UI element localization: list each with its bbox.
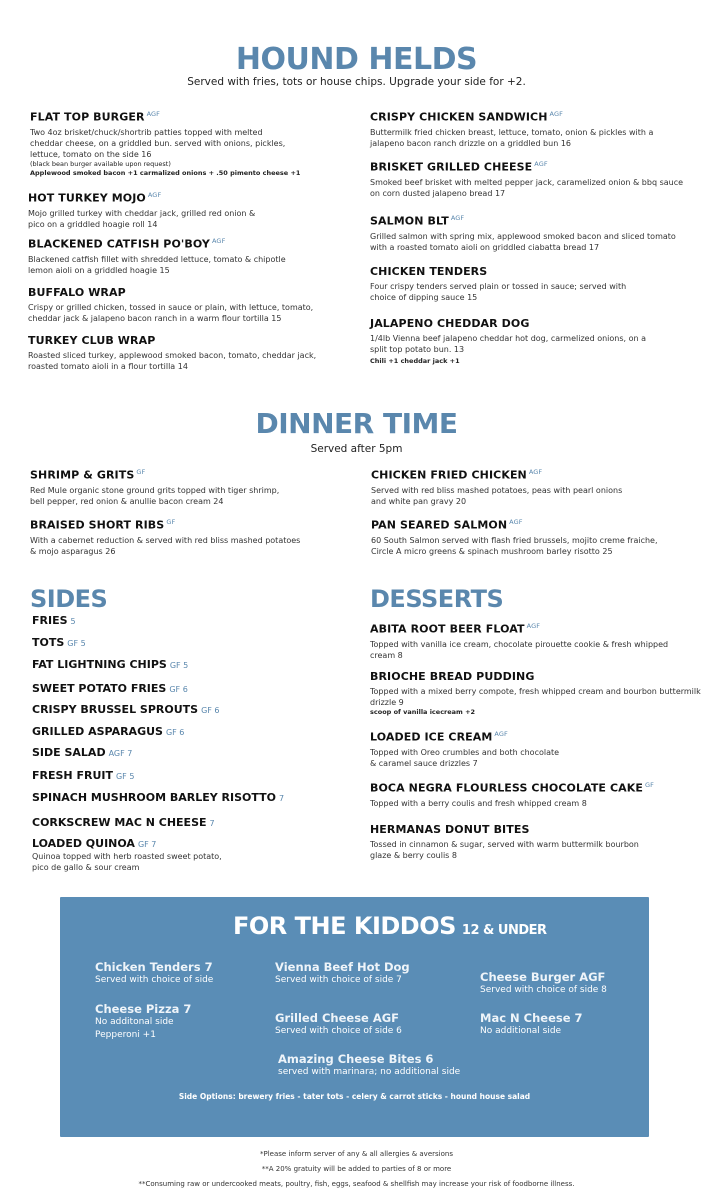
dessert-loaded-ice-cream: LOADED ICE CREAM $^{AGF}$ Topped with Oreo crumbles and both chocolate & caramel sauce drizzles 7 [370, 730, 560, 768]
dessert-boca-negra-cake: BOCA NEGRA FLOURLESS CHOCOLATE CAKE $^{GF}$ Topped with a berry coulis and fresh whipped cream 8 [370, 781, 654, 808]
footer-gratuity-note: **A 20% gratuity will be added to parties of 8 or more [261, 1165, 452, 1173]
side-crispy-brussel-sprouts: CRISPY BRUSSEL SPROUTS GF 6 [32, 703, 220, 716]
menu-item-hot-turkey-mojo: HOT TURKEY MOJO $^{AGF}$ Mojo grilled turkey with cheddar jack, grilled red onion & pico on a griddled hoagie roll 14 [28, 191, 256, 229]
menu-item-turkey-club-wrap: TURKEY CLUB WRAP Roasted sliced turkey, applewood smoked bacon, tomato, cheddar jack, roasted tomato aioli in a flour tortilla 14 [28, 334, 317, 371]
menu-item-brisket-grilled-cheese: BRISKET GRILLED CHEESE $^{AGF}$ Smoked beef brisket with melted pepper jack, caramelized onion & bbq sauce on corn dusted jalapeno bread 17 [370, 160, 684, 198]
menu-item-shrimp-grits: SHRIMP & GRITS $^{GF}$ Red Mule organic stone ground grits topped with tiger shrimp, bell pepper, red onion & anullie bacon cream 24 [30, 468, 280, 506]
kids-item-cheese-burger: Cheese Burger AGF Served with choice of side 8 [480, 970, 607, 995]
kids-side-options: Side Options: brewery fries - tater tots - celery & carrot sticks - hound house salad [178, 1092, 531, 1101]
menu-item-pan-seared-salmon: PAN SEARED SALMON $^{AGF}$ 60 South Salmon served with flash fried brussels, mojito creme fraiche, Circle A micro greens & spinach mushroom barley risotto 25 [371, 518, 658, 556]
dinner-subtitle: Served after 5pm [310, 443, 403, 455]
kids-item-cheese-pizza: Cheese Pizza 7 No additonal side Pepperoni +1 [95, 1002, 192, 1040]
kids-item-grilled-cheese: Grilled Cheese AGF Served with choice of side 6 [275, 1011, 402, 1036]
side-side-salad: SIDE SALAD AGF 7 [32, 746, 133, 759]
kids-item-vienna-beef-hot-dog: Vienna Beef Hot Dog Served with choice of side 7 [275, 960, 410, 985]
desserts-title: DESSERTS [370, 585, 504, 613]
menu-item-buffalo-wrap: BUFFALO WRAP Crispy or grilled chicken, tossed in sauce or plain, with lettuce, tomato, cheddar jack & jalapeno bacon ranch in a warm flour tortilla 15 [28, 286, 314, 323]
side-tots: TOTS GF 5 [32, 636, 86, 649]
hound-subtitle: Served with fries, tots or house chips. Upgrade your side for +2. [187, 76, 526, 88]
kids-title: FOR THE KIDDOS 12 & UNDER [233, 912, 547, 940]
dessert-bread-pudding: BRIOCHE BREAD PUDDING Topped with a mixed berry compote, fresh whipped cream and bourbon buttermilk drizzle 9 scoop of vanilla icecream +2 [370, 670, 701, 716]
kids-item-mac-n-cheese: Mac N Cheese 7 No additional side [480, 1011, 583, 1036]
side-grilled-asparagus: GRILLED ASPARAGUS GF 6 [32, 725, 185, 738]
menu-item-crispy-chicken-sandwich: CRISPY CHICKEN SANDWICH $^{AGF}$ Buttermilk fried chicken breast, lettuce, tomato, onion & pickles with a jalapeno bacon ranch drizzle on a griddled bun 16 [370, 110, 654, 148]
side-sweet-potato-fries: SWEET POTATO FRIES GF 6 [32, 682, 188, 695]
footer-raw-food-warning: **Consuming raw or undercooked meats, poultry, fish, eggs, seafood & shellfish may increase your risk of foodborne illness. [138, 1180, 575, 1188]
sides-title: SIDES [30, 585, 108, 613]
dessert-donut-bites: HERMANAS DONUT BITES Tossed in cinnamon & sugar, served with warm buttermilk bourbon glaze & berry coulis 8 [370, 823, 639, 860]
side-fresh-fruit: FRESH FRUIT GF 5 [32, 769, 135, 782]
dinner-title: DINNER TIME [255, 407, 458, 440]
kids-item-chicken-tenders: Chicken Tenders 7 Served with choice of side [95, 960, 214, 985]
menu-item-jalapeno-cheddar-dog: JALAPENO CHEDDAR DOG 1/4lb Vienna beef jalapeno cheddar hot dog, carmelized onions, on a split top potato bun. 13 Chili +1 cheddar jack +1 [370, 317, 647, 365]
kids-menu-panel [60, 897, 649, 1137]
menu-item-flat-top-burger: FLAT TOP BURGER $^{AGF}$ Two 4oz brisket/chuck/shortrib patties topped with melted cheddar cheese, on a griddled bun. served with onions, pickles, lettuce, tomato on the side 16 (black bean burger available upon request) Applewood smoked bacon +1 carmalized onions + .50 pimento cheese +1 [30, 110, 301, 177]
side-barley-risotto: SPINACH MUSHROOM BARLEY RISOTTO 7 [32, 791, 285, 804]
menu-item-salmon-blt: SALMON BLT $^{AGF}$ Grilled salmon with spring mix, applewood smoked bacon and sliced tomato with a roasted tomato aioli on griddled ciabatta bread 17 [370, 214, 676, 252]
side-fries: FRIES 5 [32, 614, 76, 627]
side-mac-n-cheese: CORKSCREW MAC N CHEESE 7 [32, 816, 215, 829]
footer-allergy-note: *Please inform server of any & all allergies & aversions [260, 1150, 453, 1158]
menu-item-braised-short-ribs: BRAISED SHORT RIBS $^{GF}$ With a cabernet reduction & served with red bliss mashed potatoes & mojo asparagus 26 [30, 518, 301, 556]
hound-title: HOUND HELDS [235, 42, 478, 77]
side-fat-lightning-chips: FAT LIGHTNING CHIPS GF 5 [32, 658, 189, 671]
menu-item-blackened-catfish: BLACKENED CATFISH PO'BOY $^{AGF}$ Blackened catfish fillet with shredded lettuce, tomato & chipotle lemon aioli on a griddled hoagie 15 [28, 237, 286, 275]
side-loaded-quinoa: LOADED QUINOA GF 7 Quinoa topped with herb roasted sweet potato, pico de gallo & sour cream [32, 837, 222, 872]
kids-item-amazing-cheese-bites: Amazing Cheese Bites 6 served with marinara; no additional side [278, 1052, 461, 1077]
menu-item-chicken-fried-chicken: CHICKEN FRIED CHICKEN $^{AGF}$ Served with red bliss mashed potatoes, peas with pearl onions and white pan gravy 20 [371, 468, 623, 506]
dessert-root-beer-float: ABITA ROOT BEER FLOAT $^{AGF}$ Topped with vanilla ice cream, chocolate pirouette cookie & fresh whipped cream 8 [370, 622, 669, 660]
menu-item-chicken-tenders: CHICKEN TENDERS Four crispy tenders served plain or tossed in sauce; served with choice of dipping sauce 15 [370, 265, 627, 302]
